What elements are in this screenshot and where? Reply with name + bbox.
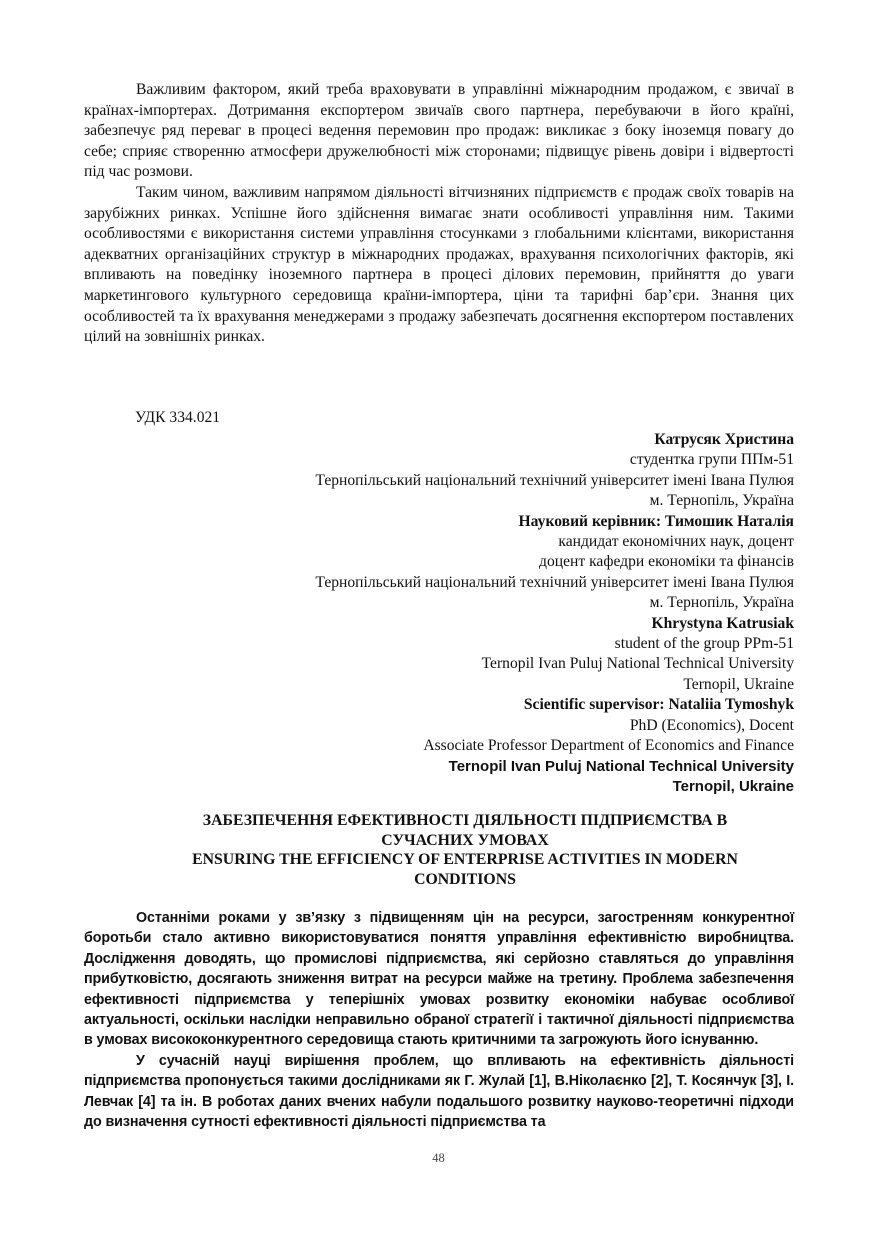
supervisor-city-ua: м. Тернопіль, Україна	[649, 594, 794, 612]
intro-paragraph-1: Важливим фактором, який треба враховувати в управлінні міжнародним продажом, є звичаї в країнах-імпортерах. Дотримання експортером звичаїв свого партнера, перебуваючи в його країні, забезпечує ряд переваг в процесі ведення перемовин про продаж: викликає з боку іноземця повагу до себе; сприяє створенню атмосфери дружелюбності між сторонами; підвищує рівень довіри і відвертості під час розмови.	[84, 81, 794, 181]
title-ua-line-2: СУЧАСНИХ УМОВАХ	[381, 831, 549, 849]
article-body	[84, 908, 794, 1132]
supervisor-ua: Науковий керівник: Тимошик Наталія	[518, 512, 794, 530]
article-title	[130, 811, 800, 889]
supervisor-position-ua: доцент кафедри економіки та фінансів	[539, 553, 794, 571]
author-block	[315, 430, 794, 797]
supervisor-position-en: Associate Professor Department of Economics and Finance	[423, 737, 794, 755]
title-en-line-1: ENSURING THE EFFICIENCY OF ENTERPRISE ACTIVITIES IN MODERN	[192, 851, 738, 869]
author-name-en: Khrystyna Katrusiak	[651, 614, 794, 632]
body-paragraph-2: У сучасній науці вирішення проблем, що впливають на ефективність діяльності підприємства пропонується такими дослідниками як Г. Жулай [1], В.Ніколаєнко [2], Т. Косянчук [3], І. Левчак [4] та ін. В роботах даних вчених набули подальшого розвитку науково-теоретичні підходи до визначення сутності ефективності діяльності підприємства та	[84, 1052, 794, 1131]
author-group-en: student of the group PPm-51	[614, 635, 794, 653]
supervisor-university-en: Ternopil Ivan Puluj National Technical University	[448, 757, 794, 775]
author-city-ua: м. Тернопіль, Україна	[649, 492, 794, 510]
title-en-line-2: CONDITIONS	[414, 870, 516, 888]
udk-code: УДК 334.021	[135, 409, 221, 426]
author-university-ua: Тернопільський національний технічний університет імені Івана Пулюя	[315, 471, 794, 489]
page-number: 48	[432, 1151, 445, 1165]
body-paragraph-1: Останніми роками у зв’язку з підвищенням цін на ресурси, загостренням конкурентної боротьби стало активно використовуватися поняття управління ефективністю виробництва. Дослідження доводять, що промислові підприємства, які серйозно ставляться до управління прибутковістю, досягають зниження витрат на ресурси майже на третину. Проблема забезпечення ефективності підприємства у теперішніх умовах розвитку економіки набуває особливої актуальності, оскільки наслідки неправильно обраної стратегії і тактичної діяльності підприємства в умовах висококонкурентного середовища стають критичними та загрожують його існуванню.	[84, 910, 794, 1049]
intro-paragraph-2: Таким чином, важливим напрямом діяльності вітчизняних підприємств є продаж своїх товарів на зарубіжних ринках. Успішне його здійснення вимагає знати особливості управління ним. Такими особливостями є використання системи управління стосунками з глобальними клієнтами, використання адекватних організаційних структур в міжнародних продажах, врахування психологічних факторів, які впливають на поведінку іноземного партнера в процесі ділових перемовин, прийняття до уваги маркетингового культурного середовища країни-імпортера, ціни та тарифні бар’єри. Знання цих особливостей та їх врахування менеджерами з продажу забезпечать досягнення експортером поставлених цілий на зовнішніх ринках.	[84, 183, 794, 346]
supervisor-degree-ua: кандидат економічних наук, доцент	[558, 533, 794, 551]
supervisor-degree-en: PhD (Economics), Docent	[629, 716, 794, 734]
supervisor-university-ua: Тернопільський національний технічний університет імені Івана Пулюя	[315, 573, 794, 591]
author-city-en: Ternopil, Ukraine	[683, 675, 794, 693]
author-group-ua: студентка групи ППм-51	[629, 451, 794, 469]
supervisor-city-en: Ternopil, Ukraine	[672, 777, 794, 795]
title-ua-line-1: ЗАБЕЗПЕЧЕННЯ ЕФЕКТИВНОСТІ ДІЯЛЬНОСТІ ПІДПРИЄМСТВА В	[202, 812, 728, 829]
author-university-en: Ternopil Ivan Puluj National Technical University	[481, 655, 794, 673]
author-name-ua: Катрусяк Христина	[654, 431, 794, 448]
intro-section	[84, 80, 794, 348]
supervisor-en: Scientific supervisor: Nataliia Tymoshyk	[523, 696, 794, 714]
